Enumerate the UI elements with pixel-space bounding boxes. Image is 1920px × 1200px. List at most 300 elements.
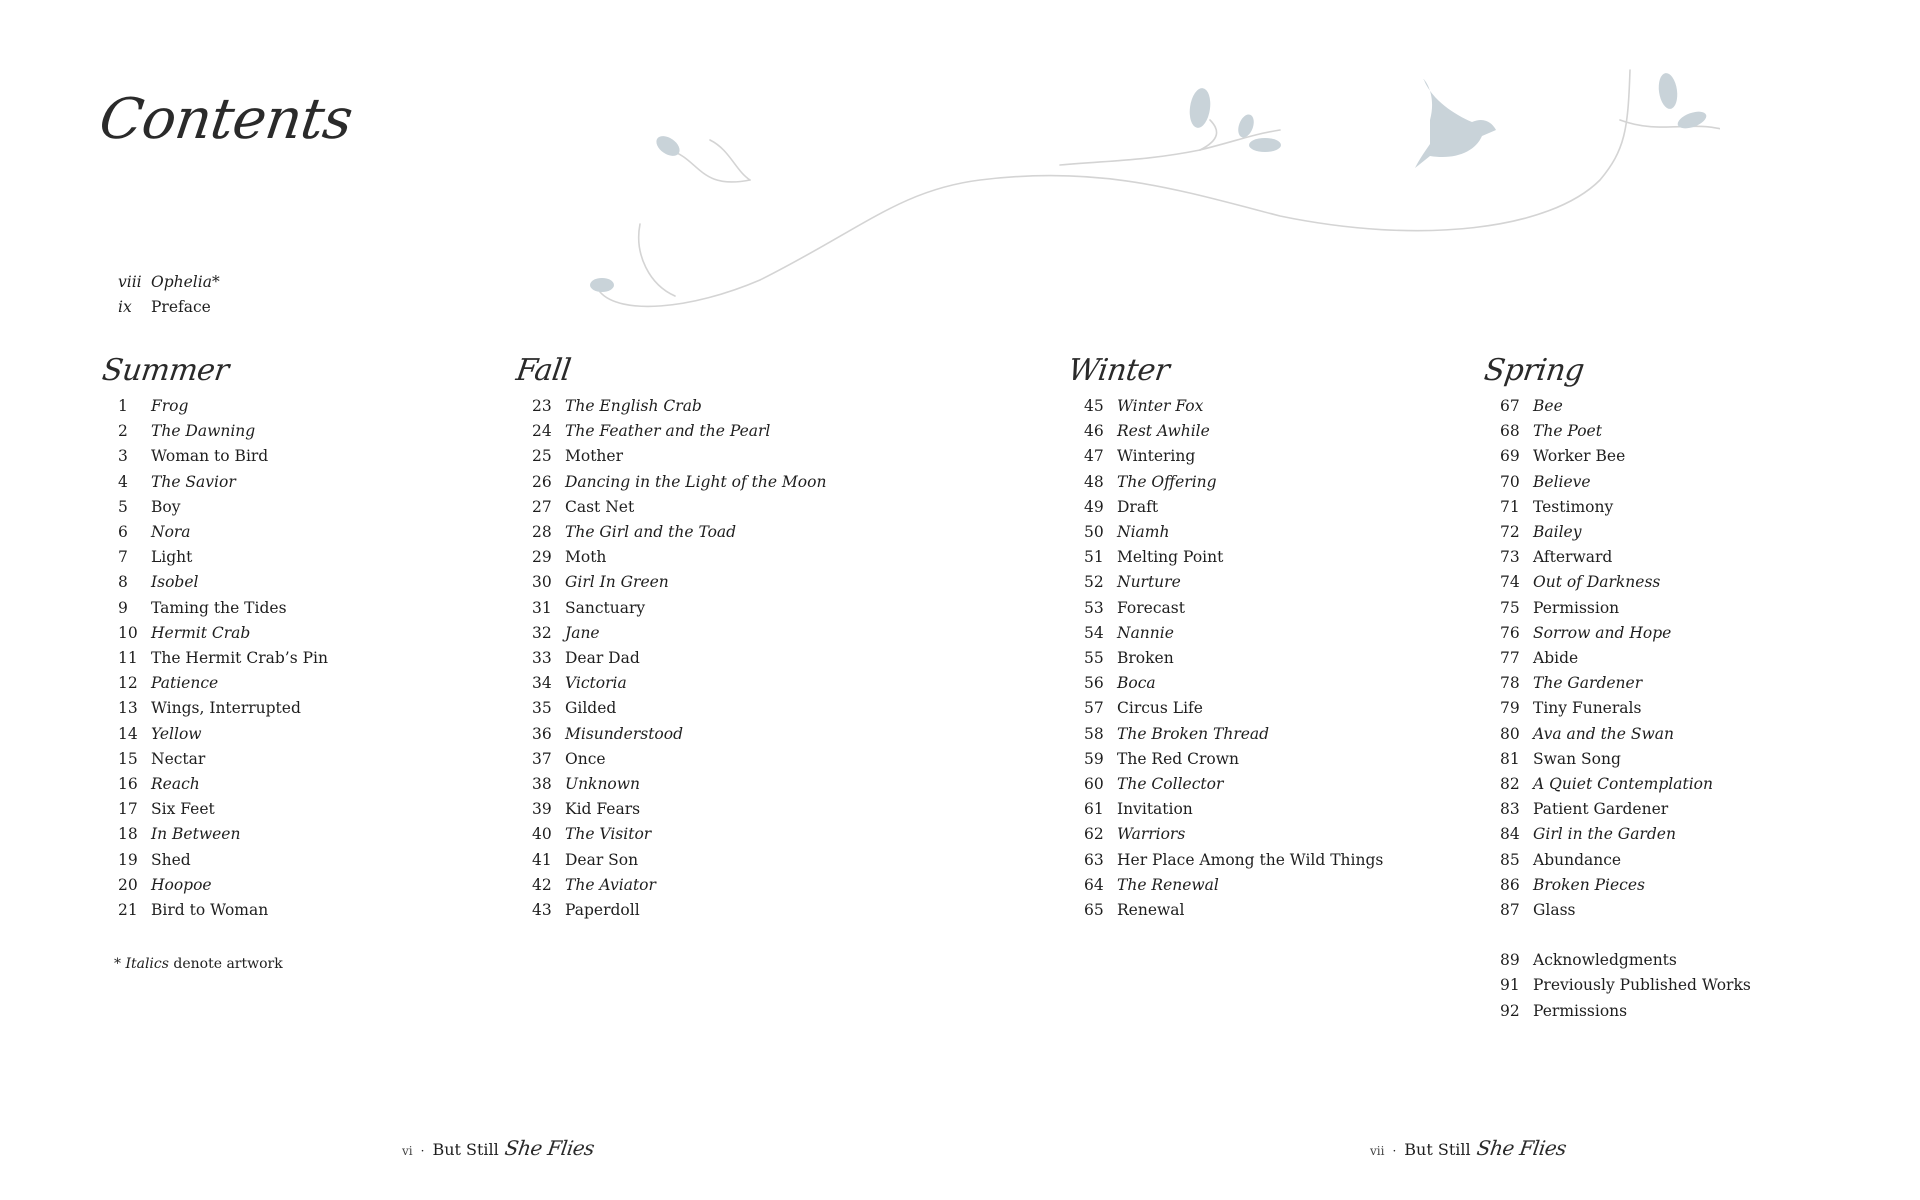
page-number-left: vi (402, 1144, 413, 1158)
toc-entry[interactable] (1084, 394, 1383, 419)
leaf-icon (1676, 108, 1709, 131)
page-number: 63 (1084, 850, 1104, 869)
toc-entry[interactable] (1500, 722, 1751, 747)
entry-title: Wings, Interrupted (151, 699, 301, 718)
toc-entry[interactable] (1084, 822, 1383, 847)
entry-title: Moth (565, 548, 607, 567)
toc-entry[interactable] (1084, 419, 1383, 444)
page-number: 12 (118, 674, 138, 693)
page-number: 29 (532, 548, 552, 567)
page-number: 60 (1084, 775, 1104, 794)
page-number: 55 (1084, 649, 1104, 668)
page-number: 27 (532, 497, 552, 516)
toc-entry[interactable] (1500, 671, 1751, 696)
toc-entry[interactable] (532, 419, 826, 444)
entry-list (1084, 394, 1383, 923)
toc-entry[interactable] (1084, 570, 1383, 595)
toc-entry[interactable] (1084, 747, 1383, 772)
toc-entry[interactable] (1500, 470, 1751, 495)
entry-title: Nannie (1117, 623, 1174, 642)
entry-title: Nectar (151, 749, 206, 768)
page-number: 71 (1500, 497, 1520, 516)
toc-entry[interactable] (118, 898, 328, 923)
entry-title: Nora (151, 523, 191, 542)
section-title: Spring (1482, 353, 1587, 388)
entry-list (118, 394, 328, 923)
page-number: 25 (532, 447, 552, 466)
entry-title: Mother (565, 447, 623, 466)
entry-title: Taming the Tides (151, 598, 287, 617)
entry-title: Tiny Funerals (1533, 699, 1642, 718)
entry-title: Sanctuary (565, 598, 646, 617)
toc-entry[interactable] (532, 495, 826, 520)
page-number: 75 (1500, 598, 1520, 617)
toc-entry[interactable] (532, 444, 826, 469)
toc-entry[interactable] (532, 772, 826, 797)
page-number: 40 (532, 825, 552, 844)
page-number: 76 (1500, 623, 1520, 642)
entry-title: Testimony (1533, 497, 1614, 516)
page-number: 46 (1084, 422, 1104, 441)
toc-entry[interactable] (1084, 621, 1383, 646)
entry-title: Bird to Woman (151, 901, 269, 920)
toc-entry[interactable] (1500, 873, 1751, 898)
entry-title: Boy (151, 497, 181, 516)
page-number: 28 (532, 523, 552, 542)
toc-entry[interactable] (118, 394, 328, 419)
entry-title: Melting Point (1117, 548, 1224, 567)
toc-entry[interactable] (1084, 444, 1383, 469)
page-number: 41 (532, 850, 552, 869)
leaf-icon (1249, 138, 1281, 152)
page-number: 53 (1084, 598, 1104, 617)
toc-entry[interactable] (118, 797, 328, 822)
preliminaries-list (118, 270, 220, 320)
entry-title: The Hermit Crab’s Pin (151, 649, 328, 668)
page-number: 16 (118, 775, 138, 794)
page-number: 81 (1500, 749, 1520, 768)
toc-entry[interactable] (118, 671, 328, 696)
page-number: 83 (1500, 800, 1520, 819)
entry-title: Previously Published Works (1533, 976, 1751, 995)
entry-list (532, 394, 826, 923)
vine-branch-icon (600, 70, 1630, 306)
toc-entry[interactable] (532, 873, 826, 898)
page-number: 49 (1084, 497, 1104, 516)
page-number: 56 (1084, 674, 1104, 693)
entry-title: Cast Net (565, 497, 635, 516)
toc-entry[interactable] (1500, 495, 1751, 520)
entry-title: Misunderstood (565, 724, 684, 743)
entry-title: Dear Dad (565, 649, 640, 668)
page-number: 59 (1084, 749, 1104, 768)
entry-title: Girl In Green (565, 573, 669, 592)
entry-title: Yellow (151, 724, 202, 743)
entry-title: Abide (1533, 649, 1579, 668)
footer-right (1370, 1136, 1566, 1160)
toc-entry[interactable] (532, 570, 826, 595)
page-number: ix (118, 298, 132, 316)
toc-entry[interactable] (1500, 747, 1751, 772)
toc-entry[interactable] (1084, 696, 1383, 721)
page-number: 38 (532, 775, 552, 794)
page-number: 45 (1084, 397, 1104, 415)
toc-entry[interactable] (532, 545, 826, 570)
entry-title: The Girl and the Toad (565, 523, 737, 542)
entry-title: Preface (151, 298, 211, 316)
entry-title: Isobel (151, 573, 199, 592)
entry-title: Six Feet (151, 800, 215, 819)
entry-title: Forecast (1117, 598, 1185, 617)
toc-entry[interactable] (118, 545, 328, 570)
page-number: 14 (118, 724, 138, 743)
toc-entry[interactable] (1084, 873, 1383, 898)
page-number: 36 (532, 724, 552, 743)
section-spring (1482, 353, 1751, 1024)
entry-title: Afterward (1533, 548, 1613, 567)
page-number: 23 (532, 397, 552, 415)
page-number: 6 (118, 523, 128, 542)
section-summer (100, 353, 328, 923)
entry-title: Jane (565, 623, 600, 642)
toc-entry[interactable] (118, 270, 220, 295)
page-number: 62 (1084, 825, 1104, 844)
toc-entry[interactable] (118, 470, 328, 495)
toc-entry[interactable] (1084, 671, 1383, 696)
toc-entry[interactable] (1500, 596, 1751, 621)
entry-title: The Broken Thread (1117, 724, 1270, 743)
toc-entry[interactable] (532, 671, 826, 696)
page-number: 82 (1500, 775, 1520, 794)
page-number: 91 (1500, 976, 1520, 995)
entry-title: Dancing in the Light of the Moon (565, 472, 827, 491)
vine-bird-illustration (560, 40, 1720, 320)
page-number: 65 (1084, 901, 1104, 920)
toc-entry[interactable] (1500, 444, 1751, 469)
entry-title: In Between (151, 825, 241, 844)
page-number: 32 (532, 623, 552, 642)
page-number: 64 (1084, 875, 1104, 894)
page-number: 77 (1500, 649, 1520, 668)
toc-entry[interactable] (1500, 520, 1751, 545)
entry-title: Permissions (1533, 1001, 1628, 1020)
entry-title: Believe (1533, 472, 1591, 491)
page-number: 85 (1500, 850, 1520, 869)
page-number: 61 (1084, 800, 1104, 819)
toc-entry[interactable] (1084, 646, 1383, 671)
entry-title: The Dawning (151, 422, 256, 441)
book-title-plain: But Still (432, 1140, 499, 1159)
toc-entry[interactable] (1500, 999, 1751, 1024)
page-number: 26 (532, 472, 552, 491)
toc-entry[interactable] (532, 394, 826, 419)
page-number: 84 (1500, 825, 1520, 844)
toc-entry[interactable] (532, 898, 826, 923)
page-number: 13 (118, 699, 138, 718)
footnote-italic-word: Italics (125, 956, 169, 972)
toc-entry[interactable] (118, 822, 328, 847)
page-number: 67 (1500, 397, 1520, 415)
entry-title: Light (151, 548, 193, 567)
page-number: 43 (532, 901, 552, 920)
separator-dot: · (420, 1144, 425, 1158)
toc-entry[interactable] (118, 520, 328, 545)
page-number: 50 (1084, 523, 1104, 542)
footnote-marker: * (114, 956, 126, 972)
book-title-script: She Flies (1474, 1136, 1568, 1160)
page-number: 20 (118, 875, 138, 894)
page-number: 70 (1500, 472, 1520, 491)
entry-title: Woman to Bird (151, 447, 269, 466)
toc-entry[interactable] (118, 722, 328, 747)
page-number: 33 (532, 649, 552, 668)
page-number: 37 (532, 749, 552, 768)
page-number: 19 (118, 850, 138, 869)
toc-entry[interactable] (118, 444, 328, 469)
entry-title: Bailey (1533, 523, 1582, 542)
entry-title: Rest Awhile (1117, 422, 1210, 441)
toc-entry[interactable] (532, 470, 826, 495)
page-number: 69 (1500, 447, 1520, 466)
toc-entry[interactable] (1500, 545, 1751, 570)
leaf-icon (590, 278, 614, 292)
page-number: 10 (118, 623, 138, 642)
page-number-right: vii (1370, 1144, 1385, 1158)
page-number: 89 (1500, 951, 1520, 970)
toc-entry[interactable] (118, 570, 328, 595)
toc-entry[interactable] (118, 646, 328, 671)
page-number: 48 (1084, 472, 1104, 491)
page-number: 52 (1084, 573, 1104, 592)
entry-title: Worker Bee (1533, 447, 1626, 466)
page-number: 58 (1084, 724, 1104, 743)
entry-title: Invitation (1117, 800, 1193, 819)
entry-title: Broken Pieces (1533, 875, 1645, 894)
separator-dot: · (1392, 1144, 1397, 1158)
book-title-plain: But Still (1404, 1140, 1471, 1159)
entry-title: Sorrow and Hope (1533, 623, 1672, 642)
toc-entry[interactable] (1084, 596, 1383, 621)
toc-entry[interactable] (1084, 797, 1383, 822)
back-matter-list (1500, 948, 1751, 1024)
entry-title: Her Place Among the Wild Things (1117, 850, 1384, 869)
entry-list (1500, 394, 1751, 923)
entry-title: Once (565, 749, 606, 768)
entry-title: Hoopoe (151, 875, 212, 894)
entry-title: Kid Fears (565, 800, 641, 819)
page-number: 18 (118, 825, 138, 844)
entry-title: Warriors (1117, 825, 1186, 844)
toc-entry[interactable] (532, 822, 826, 847)
toc-entry[interactable] (1500, 948, 1751, 973)
entry-title: The Feather and the Pearl (565, 422, 771, 441)
entry-title: Hermit Crab (151, 623, 251, 642)
entry-title: Victoria (565, 674, 627, 693)
toc-entry[interactable] (118, 419, 328, 444)
section-winter (1066, 353, 1384, 923)
entry-title: Abundance (1533, 850, 1622, 869)
entry-title: Niamh (1117, 523, 1170, 542)
toc-entry[interactable] (1084, 722, 1383, 747)
toc-entry[interactable] (1084, 495, 1383, 520)
page-number: 15 (118, 749, 138, 768)
toc-entry[interactable] (118, 495, 328, 520)
entry-title: Glass (1533, 901, 1576, 920)
entry-title: Ophelia* (151, 273, 220, 291)
entry-title: Unknown (565, 775, 641, 794)
page-number: 72 (1500, 523, 1520, 542)
toc-entry[interactable] (1500, 772, 1751, 797)
toc-entry[interactable] (532, 848, 826, 873)
toc-entry[interactable] (118, 696, 328, 721)
footer-left (402, 1136, 594, 1160)
page-number: 73 (1500, 548, 1520, 567)
entry-title: Ava and the Swan (1533, 724, 1674, 743)
entry-title: Permission (1533, 598, 1620, 617)
entry-title: Acknowledgments (1533, 951, 1677, 970)
toc-entry[interactable] (532, 696, 826, 721)
toc-entry[interactable] (532, 621, 826, 646)
entry-title: Wintering (1117, 447, 1196, 466)
leaf-icon (653, 132, 683, 160)
toc-entry[interactable] (1500, 848, 1751, 873)
page-number: 78 (1500, 674, 1520, 693)
entry-title: Winter Fox (1117, 397, 1204, 415)
entry-title: Draft (1117, 497, 1159, 516)
toc-entry[interactable] (1084, 545, 1383, 570)
toc-entry[interactable] (1500, 394, 1751, 419)
page-number: 86 (1500, 875, 1520, 894)
toc-entry[interactable] (1084, 898, 1383, 923)
entry-title: Paperdoll (565, 901, 640, 920)
page-number: 3 (118, 447, 128, 466)
page-number: 24 (532, 422, 552, 441)
entry-title: Circus Life (1117, 699, 1203, 718)
toc-entry[interactable] (118, 621, 328, 646)
toc-entry[interactable] (1500, 570, 1751, 595)
page-number: 31 (532, 598, 552, 617)
page-number: 11 (118, 649, 138, 668)
page-number: 42 (532, 875, 552, 894)
page-number: 17 (118, 800, 138, 819)
toc-entry[interactable] (118, 772, 328, 797)
toc-entry[interactable] (1500, 822, 1751, 847)
entry-title: The Offering (1117, 472, 1217, 491)
entry-title: The Aviator (565, 875, 656, 894)
page-number: viii (118, 273, 142, 291)
page-number: 68 (1500, 422, 1520, 441)
entry-title: Out of Darkness (1533, 573, 1661, 592)
entry-title: Patient Gardener (1533, 800, 1669, 819)
page-number: 1 (118, 397, 128, 415)
page-number: 57 (1084, 699, 1104, 718)
toc-entry[interactable] (1500, 898, 1751, 923)
toc-entry[interactable] (1500, 621, 1751, 646)
section-title: Summer (100, 353, 231, 388)
toc-entry[interactable] (1084, 470, 1383, 495)
entry-title: The Gardener (1533, 674, 1643, 693)
page-number: 21 (118, 901, 138, 920)
entry-title: Reach (151, 775, 200, 794)
toc-entry[interactable] (1500, 646, 1751, 671)
toc-entry[interactable] (118, 873, 328, 898)
toc-entry[interactable] (118, 295, 220, 320)
page-number: 87 (1500, 901, 1520, 920)
entry-title: Shed (151, 850, 191, 869)
entry-title: Nurture (1117, 573, 1181, 592)
section-title: Fall (514, 353, 573, 388)
toc-entry[interactable] (1084, 848, 1383, 873)
toc-entry[interactable] (1084, 772, 1383, 797)
toc-entry[interactable] (118, 747, 328, 772)
page-number: 34 (532, 674, 552, 693)
page-number: 5 (118, 497, 128, 516)
page-number: 35 (532, 699, 552, 718)
entry-title: Swan Song (1533, 749, 1621, 768)
toc-entry[interactable] (532, 596, 826, 621)
page-number: 2 (118, 422, 128, 441)
toc-entry[interactable] (118, 848, 328, 873)
book-title-script: She Flies (503, 1136, 596, 1160)
page-number: 80 (1500, 724, 1520, 743)
toc-entry[interactable] (1500, 973, 1751, 998)
toc-entry[interactable] (1500, 696, 1751, 721)
entry-title: Broken (1117, 649, 1174, 668)
page-number: 9 (118, 598, 128, 617)
entry-title: Frog (151, 397, 189, 415)
entry-title: Renewal (1117, 901, 1185, 920)
page-number: 39 (532, 800, 552, 819)
leaf-icon (1187, 87, 1212, 129)
toc-entry[interactable] (532, 520, 826, 545)
toc-entry[interactable] (1500, 797, 1751, 822)
toc-entry[interactable] (532, 722, 826, 747)
entry-title: The English Crab (565, 397, 702, 415)
page-number: 92 (1500, 1001, 1520, 1020)
page-number: 8 (118, 573, 128, 592)
entry-title: Gilded (565, 699, 617, 718)
toc-entry[interactable] (1500, 419, 1751, 444)
page-number: 47 (1084, 447, 1104, 466)
entry-title: The Poet (1533, 422, 1602, 441)
entry-title: Girl in the Garden (1533, 825, 1676, 844)
entry-title: A Quiet Contemplation (1533, 775, 1713, 794)
entry-title: Boca (1117, 674, 1156, 693)
page-number: 74 (1500, 573, 1520, 592)
toc-entry[interactable] (1084, 520, 1383, 545)
bird-icon (1415, 79, 1496, 168)
entry-title: Bee (1533, 397, 1563, 415)
entry-title: The Visitor (565, 825, 652, 844)
section-fall (514, 353, 827, 923)
page-number: 7 (118, 548, 128, 567)
toc-entry[interactable] (532, 797, 826, 822)
section-title: Winter (1066, 353, 1172, 388)
entry-title: The Savior (151, 472, 236, 491)
toc-entry[interactable] (118, 596, 328, 621)
footnote-text: denote artwork (168, 956, 283, 972)
leaf-icon (1657, 72, 1680, 110)
entry-title: The Red Crown (1117, 749, 1239, 768)
entry-title: Dear Son (565, 850, 639, 869)
entry-title: The Collector (1117, 775, 1224, 794)
toc-entry[interactable] (532, 747, 826, 772)
contents-title: Contents (95, 87, 357, 152)
page-number: 51 (1084, 548, 1104, 567)
entry-title: Patience (151, 674, 219, 693)
toc-entry[interactable] (532, 646, 826, 671)
page-number: 4 (118, 472, 128, 491)
